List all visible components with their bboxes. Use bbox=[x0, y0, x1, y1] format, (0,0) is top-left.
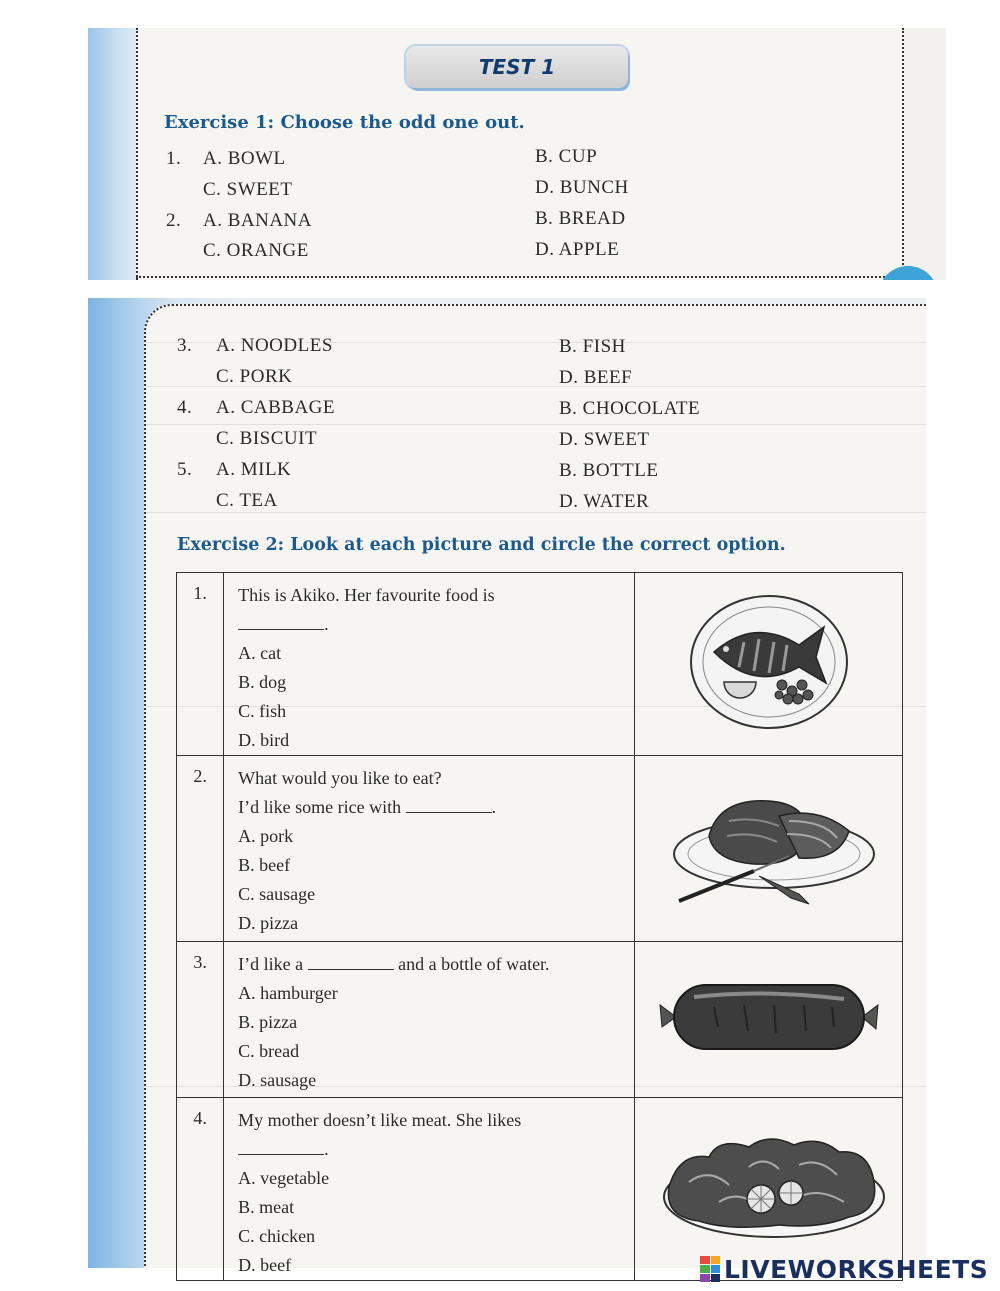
exercise1-title: Exercise 1: Choose the odd one out. bbox=[164, 112, 525, 133]
option[interactable]: B. dog bbox=[238, 672, 287, 692]
option-c[interactable]: C. TEA bbox=[216, 490, 278, 511]
brand-name: LIVEWORKSHEETS bbox=[724, 1254, 989, 1284]
option-d[interactable]: D. BUNCH bbox=[535, 177, 629, 198]
option[interactable]: D. beef bbox=[238, 1255, 292, 1275]
option-c[interactable]: C. PORK bbox=[216, 366, 293, 387]
picture-cell bbox=[635, 573, 903, 756]
option-a[interactable]: A. NOODLES bbox=[216, 335, 333, 356]
vegetable-plate-icon bbox=[649, 1127, 889, 1247]
option-a[interactable]: A. CABBAGE bbox=[216, 397, 336, 418]
question-cell bbox=[224, 573, 635, 756]
answer-line: . bbox=[238, 610, 634, 639]
option-d[interactable]: D. APPLE bbox=[535, 239, 620, 260]
table-row bbox=[177, 942, 903, 1098]
brand-logo-icon bbox=[700, 1256, 720, 1282]
option-d[interactable]: D. SWEET bbox=[559, 429, 650, 450]
exercise2-title: Exercise 2: Look at each picture and circle the correct option. bbox=[177, 535, 786, 555]
row-number: 2. bbox=[177, 756, 224, 942]
option[interactable]: B. beef bbox=[238, 855, 291, 875]
option[interactable]: A. pork bbox=[238, 826, 294, 846]
row-number: 1. bbox=[177, 573, 224, 756]
option-a[interactable]: A. BOWL bbox=[203, 148, 286, 169]
answer-blank[interactable] bbox=[238, 1140, 324, 1155]
test-title: TEST 1 bbox=[478, 55, 556, 79]
row-number: 4. bbox=[177, 1098, 224, 1281]
option-c[interactable]: C. ORANGE bbox=[203, 240, 309, 261]
question-cell bbox=[224, 1098, 635, 1281]
option-c[interactable]: C. BISCUIT bbox=[216, 428, 318, 449]
question-cell bbox=[224, 942, 635, 1098]
dotted-border bbox=[136, 276, 896, 278]
option[interactable]: C. bread bbox=[238, 1041, 300, 1061]
option-d[interactable]: D. BEEF bbox=[559, 367, 633, 388]
picture-cell bbox=[635, 756, 903, 942]
liveworksheets-logo bbox=[700, 1254, 988, 1284]
option[interactable]: A. hamburger bbox=[238, 983, 338, 1003]
option-a[interactable]: A. BANANA bbox=[203, 210, 312, 231]
option[interactable]: A. vegetable bbox=[238, 1168, 330, 1188]
question-text: My mother doesn’t like meat. She likes bbox=[238, 1110, 522, 1130]
option-d[interactable]: D. WATER bbox=[559, 491, 650, 512]
option[interactable]: C. sausage bbox=[238, 884, 316, 904]
option[interactable]: D. bird bbox=[238, 730, 290, 750]
exercise2-table bbox=[176, 572, 903, 1281]
table-row bbox=[177, 573, 903, 756]
table-row bbox=[177, 756, 903, 942]
question-text: This is Akiko. Her favourite food is bbox=[238, 585, 495, 605]
answer-line: . bbox=[238, 1135, 634, 1164]
sausage-icon bbox=[654, 967, 884, 1067]
option[interactable]: A. cat bbox=[238, 643, 282, 663]
option-b[interactable]: B. CUP bbox=[535, 146, 598, 167]
option[interactable]: D. pizza bbox=[238, 913, 299, 933]
option-b[interactable]: B. CHOCOLATE bbox=[559, 398, 701, 419]
answer-blank[interactable] bbox=[238, 615, 324, 630]
question-number: 2. bbox=[166, 210, 182, 231]
question-number: 5. bbox=[177, 459, 193, 480]
option[interactable]: C. chicken bbox=[238, 1226, 316, 1246]
meat-plate-icon bbox=[659, 776, 879, 916]
test-title-badge bbox=[406, 46, 628, 88]
option-a[interactable]: A. MILK bbox=[216, 459, 292, 480]
fish-plate-icon bbox=[684, 587, 854, 737]
question-number: 1. bbox=[166, 148, 182, 169]
answer-blank[interactable] bbox=[406, 798, 492, 813]
option-b[interactable]: B. BOTTLE bbox=[559, 460, 659, 481]
answer-line: I’d like some rice with . bbox=[238, 797, 497, 817]
option[interactable]: C. fish bbox=[238, 701, 287, 721]
question-number: 3. bbox=[177, 335, 193, 356]
option-c[interactable]: C. SWEET bbox=[203, 179, 293, 200]
answer-line: I’d like a and a bottle of water. bbox=[238, 954, 550, 974]
question-number: 4. bbox=[177, 397, 193, 418]
question-cell bbox=[224, 756, 635, 942]
picture-cell bbox=[635, 942, 903, 1098]
option[interactable]: B. meat bbox=[238, 1197, 295, 1217]
row-number: 3. bbox=[177, 942, 224, 1098]
answer-blank[interactable] bbox=[308, 955, 394, 970]
option[interactable]: D. sausage bbox=[238, 1070, 317, 1090]
option-b[interactable]: B. FISH bbox=[559, 336, 626, 357]
option-b[interactable]: B. BREAD bbox=[535, 208, 626, 229]
option[interactable]: B. pizza bbox=[238, 1012, 298, 1032]
question-text: What would you like to eat? bbox=[238, 768, 442, 788]
